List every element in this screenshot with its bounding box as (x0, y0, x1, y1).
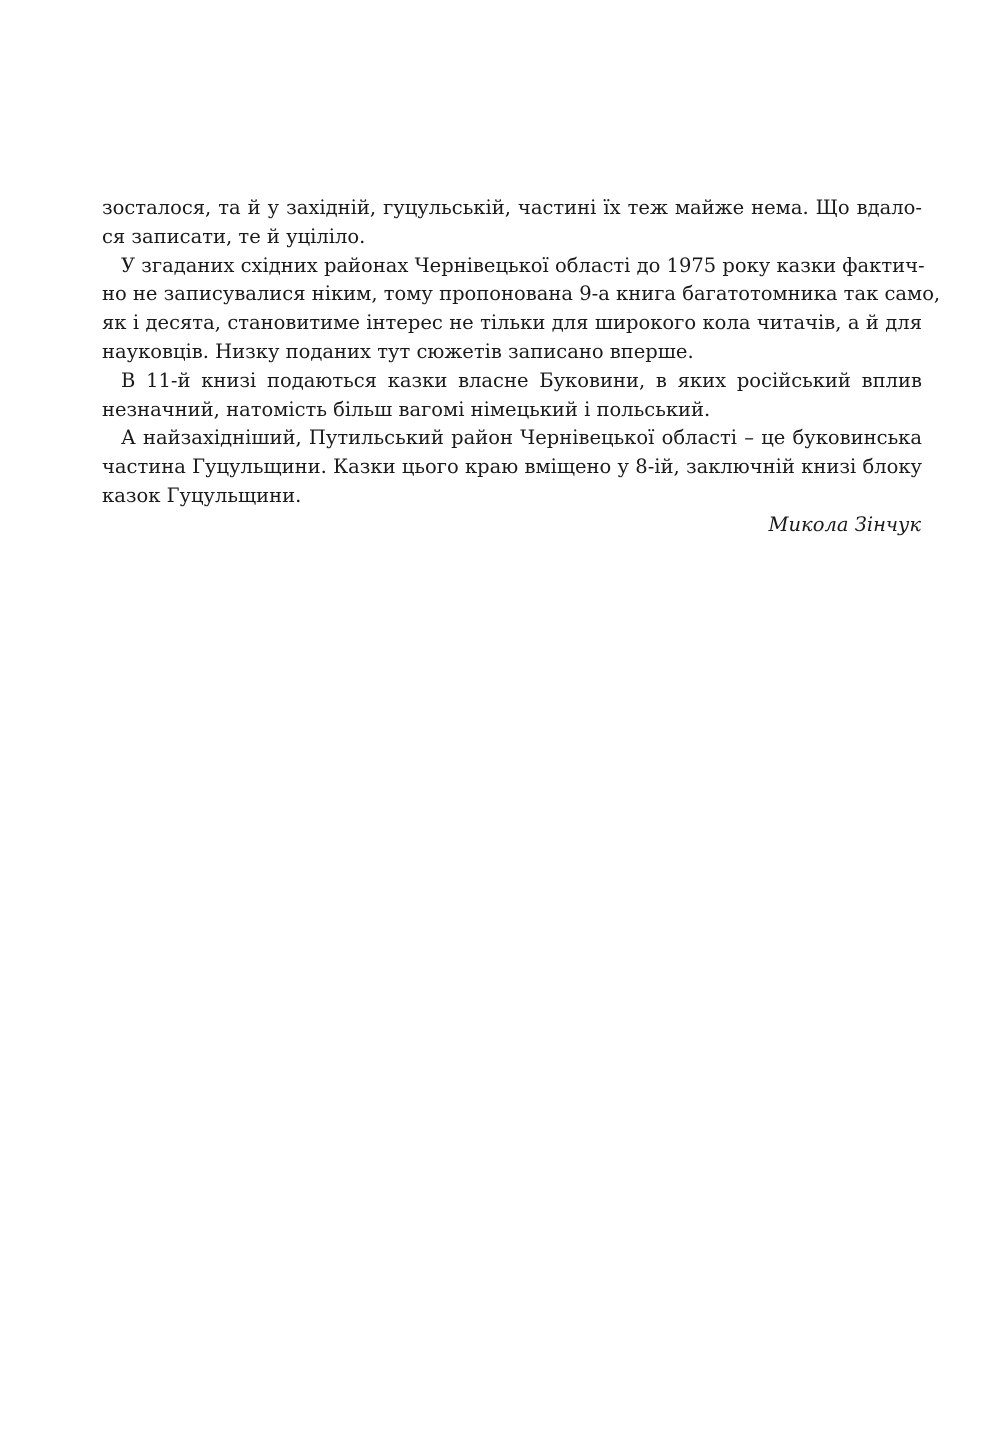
paragraph-3 (102, 367, 922, 425)
text-line: но не записувалися ніким, тому пропонована 9-а книга багатотомника так само, (102, 282, 941, 306)
author-signature: Микола Зінчук (768, 512, 921, 536)
text-line: А найзахідніший, Путильський район Чернівецької області – це буковинська (121, 426, 922, 450)
text-line: науковців. Низку поданих тут сюжетів записано вперше. (102, 339, 694, 363)
text-line: незначний, натомість більш вагомі німецький і польський. (102, 397, 711, 421)
text-line: як і десята, становитиме інтерес не тільки для широкого кола читачів, а й для (102, 311, 922, 335)
paragraph-1 (102, 194, 922, 252)
text-line: ся записати, те й уціліло. (102, 224, 366, 248)
text-line: частина Гуцульщини. Казки цього краю вміщено у 8-ій, заключній книзі блоку (102, 455, 922, 479)
text-line: казок Гуцульщини. (102, 483, 302, 507)
text-line: В 11-й книзі подаються казки власне Буковини, в яких російський вплив (121, 368, 922, 392)
body-text (102, 194, 941, 540)
paragraph-4 (102, 424, 922, 510)
text-line: У згаданих східних районах Чернівецької області до 1975 року казки фактич- (121, 253, 925, 277)
paragraph-2 (102, 252, 941, 367)
text-line: зосталося, та й у західній, гуцульській, частині їх теж майже нема. Що вдало- (102, 196, 922, 219)
